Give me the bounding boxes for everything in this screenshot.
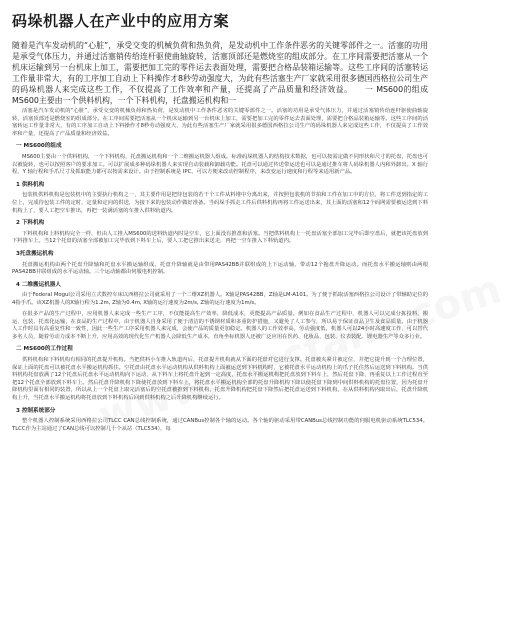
body-paragraph: 在很多产品的生产过程中，应用机器人来完成一些生产工序，不仅能提高生产效率，降低成本，更能提高产品质量。例如在食品生产过程中，机器人可以完成分拣投料、搬运、包装、托盘化运输，在食品的生产过程中，由于机器人自身采用了便于清洁的不锈钢材质和多重防护措施，又避免了人工参与，所以易于保证食品卫生及食品质量。由于机器人工作时具有高重复性和一致性，因此一些生产工序采用机器人来完成，会使产品的质量更加稳定。机器人的工作效率高，劳动强度低，机器人可以24小时高速度工作，可以替代多名人员，随着劳动力成本不断上升，应用高效的现代化生产机器人会降低生产成本，直角坐标机器人还被广泛应用在医药、化妆品、包装、仪表装配、锂电器生产等众多行业。 <box>12 310 428 340</box>
section-heading: 4 二维搬运机器人 <box>16 281 61 288</box>
body-paragraph: MS600主要由一个供料机构，一个下料机构，托盘搬运机构和一个二维搬运机器人组成。标准码垛机器人的结构技术数据，也可以按需定做不同形状和尺寸的托盘，托盘也可以被旋转，也可以按照客户的要求加工。可以扩展成多种码垛机器人来实现自动装载和卸载功能。托盘可以通过传送带运送也可以是通过推车将人码垛机器人内和外卸出。X 轴行程，Y 轴行程和手爪尺寸及抓取能力都可以按需来设计。由于控制系统是 IPC，可以方便来改动控制程序，来改变运行速度和行程等来适用新产品。 <box>12 153 428 176</box>
body-paragraph: 供料机构和下料机构有相同的托盘提升机构。当把供料小车推入轨道内后，托盘提升机构就从下面的托盘对它进行支撑。托盘被夹紧并被定位，并把它提升到一个合理位置，保证上面的托盘可以被托盘水平搬运机构抓住。空托盘由托盘水平运动机构从供料机构上面被运送到下料机构时，它被托盘水平运动机构上的爪子托住然后运送到下料机构。当供料机构托盘放满了12个托盘后托盘水平运动机构向下运动，从下料车上将托盘升起到一定高度，托盘水平搬运机构把托盘放到下料车上，然后托盘下降，再重复以上工作过程直至把12个托盘全部放到下料车上。然后托盘升降机构下降使托盘放到下料车上，将托盘水平搬运机构全部的托盘升降机构下降以使托盘下降到中间供料机构的托盘位置，因为托盘升降机构里面有相同的装置，所以从上一个托盘上取完活塞后的空托盘被推到下料机构，托盘升降机构把托盘下降然后把托盘运送到下料机构，在从供料机构内取出后，托盘升降机构上升，当托盘水平搬运机构将托盘放到下料机构后回到供料机构之后升降机构继续运行。 <box>12 356 428 401</box>
section-heading: 3托盘搬运机构 <box>16 250 54 257</box>
body-paragraph: 活塞是汽车发动机的“心脏”，承受交变的机械负荷和热负荷，是发动机中工作条件恶劣的关键零部件之一。活塞的功用是承受气体压力，并通过活塞销传给连杆驱使曲轴旋转，活塞顶部还是燃烧室的组成部分。在工序间需要把活塞从一个机床运输到另一台机床上加工，需要把加工完的零件运去表面处理，需要把合格品装箱运输等。这些工序间的活塞转运工作量非常大，有的工序加工自动上下料操作才8秒劳动强度大，为此有些活塞生产厂家就采用很多德国西格拉公司生产的码垛机器人来完成这些工作，不仅提高了工作效率和产量，还提高了产品质量和经济效益。 <box>12 108 428 137</box>
section-heading: 二 MS600的工作过程 <box>16 346 73 353</box>
body-paragraph: 整个机器人控制系统采用西格拉公司TLCC CAN总线控制系统，通过CANBus控制各个轴的运动。各个轴的驱动采用带CANBus总线控制功能的伺服电机驱动系统TLC534。TLCC作为主站通过了CAN总线可以控制几十个从站（TLC534），每 <box>12 418 428 432</box>
section-heading: 一 MS600的组成 <box>16 143 62 150</box>
body-paragraph: 托盘搬运机构由两个托盘升降轴和托盘水平搬运轴组成。托盘升降轴就是由带用PAS42BB并联组成的上下运动轴，带动12个拖盘升降运动。而托盘水平搬运轴则由两根PAS42BB并联组成的水平运动轴。三个运动轴都由伺服电机控制。 <box>12 261 428 276</box>
body-paragraph: 包装机供料机构是包装机中的主要执行机构之一，其主要作用是把待包装的若干个工件从料堆中分离出来，并按照包装机的节拍和工件在加工中的方位，将工件送到指定的工位上，完成待包装工件的定时、定量和定向的供送，为接下来的包装动作做好准备。当码垛手抓走工件后供料机构再将工件运送出来，其上面的活塞和12个码网需要被运送到下料机构上了，要人工把空车推出，再把一装满活塞的车推入供料轨道内。 <box>12 192 428 214</box>
section-heading: 2 下料机构 <box>16 220 45 227</box>
section-heading: 1 供料机构 <box>16 181 45 188</box>
body-paragraph: 由于Federal Mogul公司采用立式数控车床以西格拉公司就采用了一个二维XZ机器人。X轴是PAS42BB，Z轴是LM-A101。为了便于抓取活塞西格拉公司设计了带辅助定位的4指手爪。该XZ机器人的X轴行程为1.2m, Z轴为0.4m, X轴的运行速度为2m/s, Z轴的运行速度为1m/s。 <box>12 292 428 306</box>
section-heading: 3 控制系统部分 <box>16 407 56 414</box>
intro-paragraph: 随着是汽车发动机的“心脏”，承受交变的机械负荷和热负荷，是发动机中工作条件恶劣的关键零部件之一。活塞的功用是承受气体压力，并通过活塞销传给连杆驱使曲轴旋转，活塞顶部还是燃烧室的组成部分。在工序间需要把活塞从一个机床运输到另一台机床上加工，需要把加工完的零件运去表面处理，需要把合格品装箱运输等。这些工序间的活塞转运工作量非常大，有的工序加工自动上下料操作才8秒劳动强度大，为此有些活塞生产厂家就采用很多德国西格拉公司生产的码垛机器人来完成这些工作，不仅提高了工作效率和产量，还提高了产品质量和经济效益。 一 MS600的组成 MS600主要由一个供料机构，一个下料机构，托盘搬运机构和一 <box>12 41 444 105</box>
body-paragraph: 下料机构和上料机构完全一样，但由人工推入MS600的送料轨道内时是空车，它上面没有推盘和活塞。当把供料机构上一托盘活塞全部加工完毕后即空盘后，就把该托盘放到下料推车上。当12个托盘的活塞全部被加工完毕放到下料车上后，要人工把它推出来送走，再把一空车推入下料轨道内。 <box>12 230 428 245</box>
page-title: 码垛机器人在产业中的应用方案 <box>12 12 230 30</box>
article-body <box>12 108 428 437</box>
